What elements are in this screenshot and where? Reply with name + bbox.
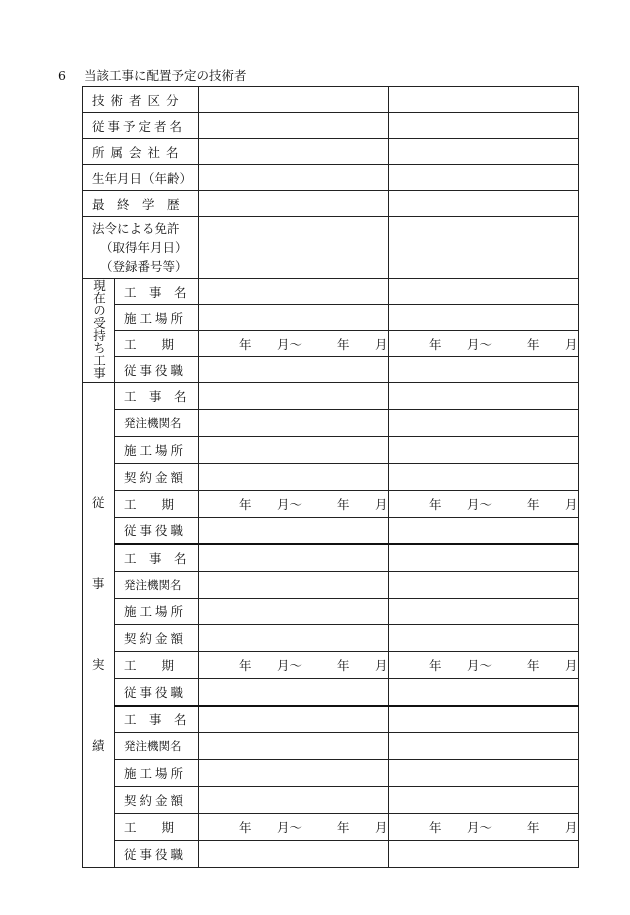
period-cell[interactable]: 年 月〜 年 月 [389,652,579,679]
label-company: 所属会社名 [83,139,199,165]
label-role: 従事役職 [115,517,199,544]
row-record1-name [83,383,579,410]
cell-input[interactable] [199,706,389,733]
label-period: 工 期 [115,490,199,517]
cell-input[interactable] [199,191,389,217]
engineer-table [82,86,579,868]
cell-input[interactable] [389,598,579,625]
cell-input[interactable] [389,383,579,410]
label-project-name: 工 事 名 [115,383,199,410]
cell-input[interactable] [199,305,389,331]
row-engineer-category [83,87,579,113]
period-cell[interactable]: 年 月〜 年 月 [389,814,579,841]
label-location: 施工場所 [115,436,199,463]
label-period: 工 期 [115,652,199,679]
label-role: 従事役職 [115,840,199,867]
record-char-3: 実 [92,657,105,672]
license-line3: （登録番号等） [100,259,188,274]
row-planned-name [83,113,579,139]
cell-input[interactable] [389,706,579,733]
section-current-projects [83,279,115,383]
label-period: 工 期 [115,331,199,357]
cell-input[interactable] [389,733,579,760]
row-current-location [83,305,579,331]
cell-input[interactable] [389,571,579,598]
cell-input[interactable] [389,787,579,814]
cell-input[interactable] [389,840,579,867]
cell-input[interactable] [199,517,389,544]
cell-input[interactable] [389,87,579,113]
cell-input[interactable] [199,409,389,436]
cell-input[interactable] [199,679,389,706]
cell-input[interactable] [199,165,389,191]
cell-input[interactable] [199,840,389,867]
cell-input[interactable] [389,517,579,544]
label-ordering-agency: 発注機関名 [115,409,199,436]
cell-input[interactable] [199,733,389,760]
label-planned-name: 従事予定者名 [83,113,199,139]
cell-input[interactable] [389,165,579,191]
label-contract-amount: 契約金額 [115,463,199,490]
label-birthdate: 生年月日（年齢） [83,165,199,191]
row-current-role [83,357,579,383]
label-engineer-category: 技術者区分 [83,87,199,113]
period-cell[interactable]: 年 月〜 年 月 [199,814,389,841]
cell-input[interactable] [199,625,389,652]
period-cell[interactable]: 年 月〜 年 月 [389,331,579,357]
row-current-project-name [83,279,579,305]
cell-input[interactable] [389,305,579,331]
cell-input[interactable] [389,679,579,706]
label-role: 従事役職 [115,357,199,383]
label-ordering-agency: 発注機関名 [115,571,199,598]
label-license [83,217,199,279]
cell-input[interactable] [199,139,389,165]
record-char-2: 事 [92,576,105,591]
cell-input[interactable] [199,357,389,383]
period-cell[interactable]: 年 月〜 年 月 [389,490,579,517]
label-contract-amount: 契約金額 [115,787,199,814]
cell-input[interactable] [389,625,579,652]
label-project-name: 工 事 名 [115,279,199,305]
label-education: 最 終 学 歴 [83,191,199,217]
label-location: 施工場所 [115,305,199,331]
cell-input[interactable] [199,279,389,305]
cell-input[interactable] [389,279,579,305]
cell-input[interactable] [199,217,389,279]
cell-input[interactable] [199,87,389,113]
period-cell[interactable]: 年 月〜 年 月 [199,652,389,679]
section-number: 6 [58,68,66,83]
row-license [83,217,579,279]
section-title [58,66,247,84]
label-role: 従事役職 [115,679,199,706]
row-birthdate [83,165,579,191]
cell-input[interactable] [389,139,579,165]
label-project-name: 工 事 名 [115,706,199,733]
cell-input[interactable] [199,571,389,598]
period-cell[interactable]: 年 月〜 年 月 [199,331,389,357]
record-char-4: 績 [92,738,105,753]
cell-input[interactable] [199,760,389,787]
cell-input[interactable] [389,544,579,571]
section-current-label: 現在の受持ち工事 [91,279,107,379]
row-education [83,191,579,217]
label-contract-amount: 契約金額 [115,625,199,652]
cell-input[interactable] [389,113,579,139]
cell-input[interactable] [199,463,389,490]
section-heading: 当該工事に配置予定の技術者 [84,68,247,83]
cell-input[interactable] [199,436,389,463]
cell-input[interactable] [389,436,579,463]
label-location: 施工場所 [115,598,199,625]
label-period: 工 期 [115,814,199,841]
cell-input[interactable] [199,787,389,814]
cell-input[interactable] [389,760,579,787]
cell-input[interactable] [199,544,389,571]
section-work-record [83,383,115,868]
row-company [83,139,579,165]
label-ordering-agency: 発注機関名 [115,733,199,760]
cell-input[interactable] [199,598,389,625]
cell-input[interactable] [389,191,579,217]
cell-input[interactable] [199,383,389,410]
cell-input[interactable] [389,409,579,436]
row-current-period [83,331,579,357]
cell-input[interactable] [389,217,579,279]
cell-input[interactable] [389,463,579,490]
label-location: 施工場所 [115,760,199,787]
license-line1: 法令による免許 [92,221,180,236]
period-cell[interactable]: 年 月〜 年 月 [199,490,389,517]
cell-input[interactable] [199,113,389,139]
label-project-name: 工 事 名 [115,544,199,571]
cell-input[interactable] [389,357,579,383]
license-line2: （取得年月日） [100,240,188,255]
record-char-1: 従 [92,495,105,510]
